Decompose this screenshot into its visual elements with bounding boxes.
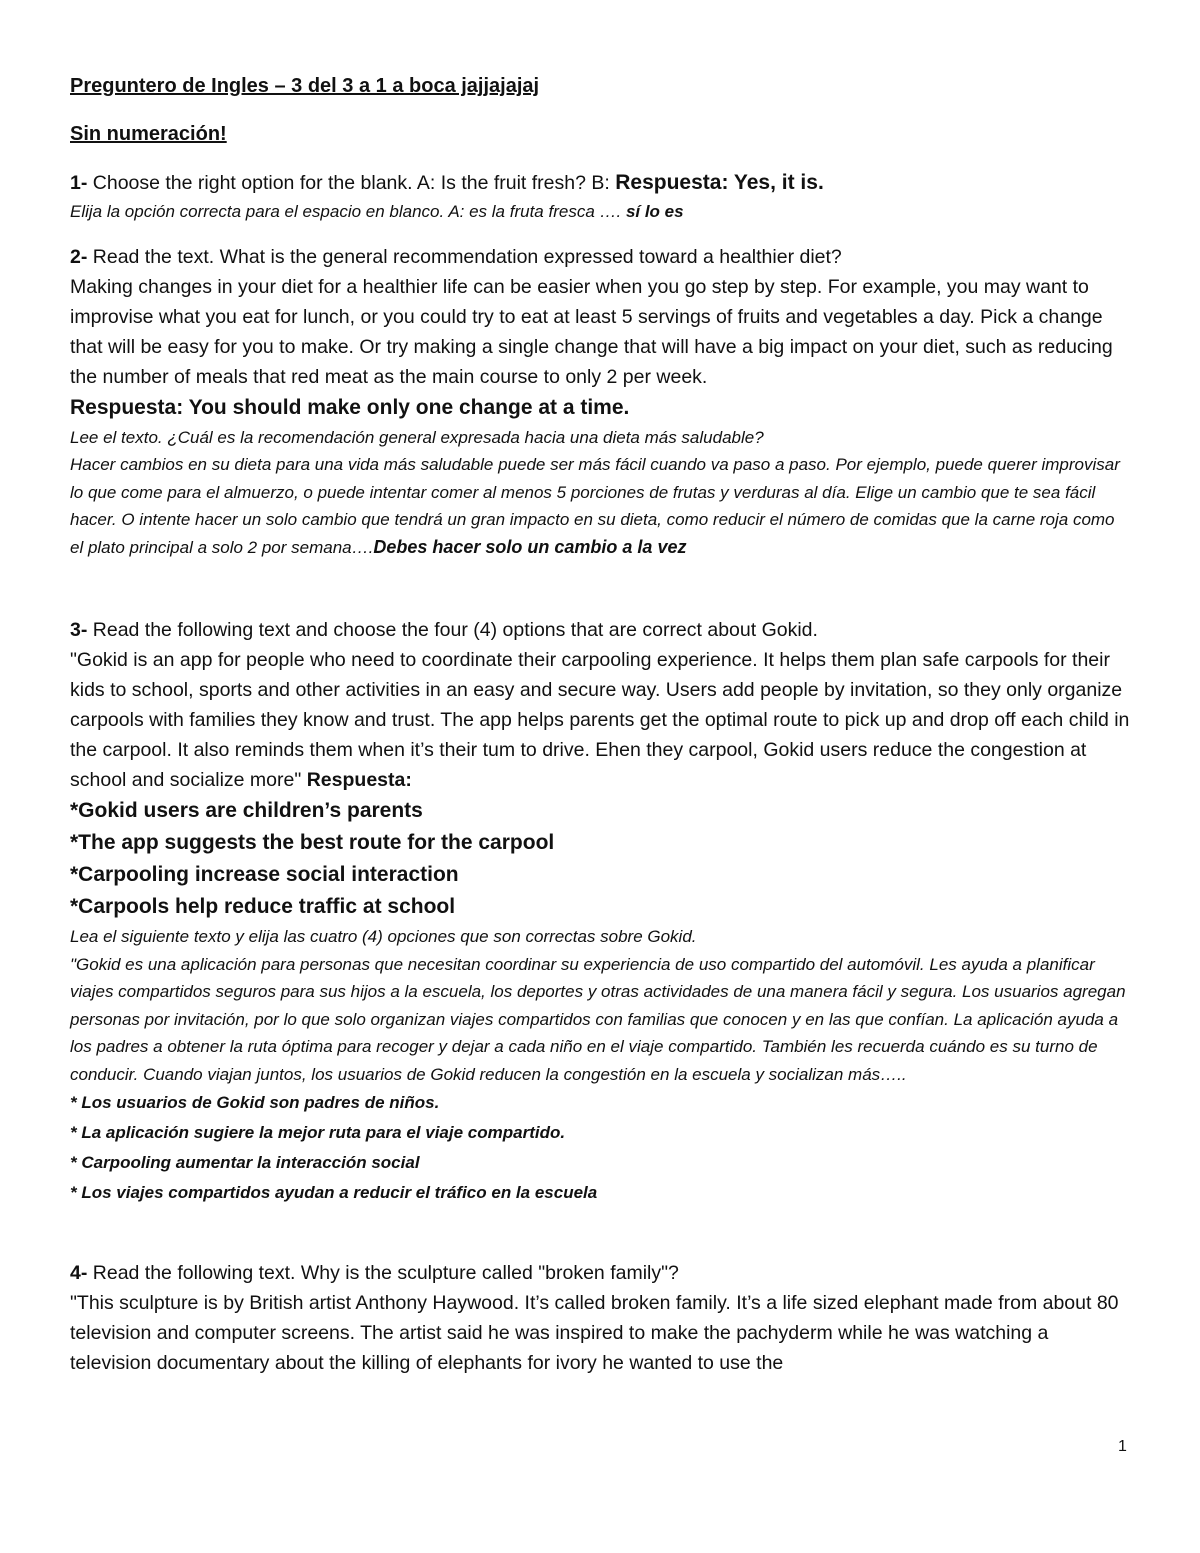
question-1-es-answer: sí lo es (625, 202, 684, 221)
question-3 (70, 615, 1130, 645)
question-2-answer: Respuesta: You should make only one change at a time. (70, 395, 630, 419)
question-3-es-answer: * Carpooling aumentar la interacción social (70, 1153, 420, 1172)
question-3-answer: *Carpools help reduce traffic at school (70, 895, 456, 918)
question-3-answer-label: Respuesta: (306, 769, 412, 791)
question-1-translation (70, 198, 1130, 226)
question-3-es-answer: * Los viajes compartidos ayudan a reducir el tráfico en la escuela (70, 1183, 598, 1202)
question-3-es-passage: "Gokid es una aplicación para personas que necesitan coordinar su experiencia de uso compartido del automóvil. Les ayuda a planificar viajes compartidos seguros para sus hijos a la escuela, los deportes y otras actividades de una manera fácil y segura. Los usuarios agregan personas por invitación, por lo que solo organizan viajes compartidos con familias que conocen y en las que confían. La aplicación ayuda a los padres a obtener la ruta óptima para recoger y dejar a cada niño en el viaje compartido. También les recuerda cuándo es su turno de conducir. Cuando viajan juntos, los usuarios de Gokid reducen la congestión en la escuela y socializan más….. (70, 954, 1126, 1084)
document-subtitle: Sin numeración! (70, 123, 227, 145)
question-3-number: 3- (70, 619, 88, 641)
question-2-number: 2- (70, 245, 88, 268)
question-1 (70, 168, 1130, 198)
question-3-text: Read the following text and choose the four (4) options that are correct about Gokid. (87, 619, 818, 641)
question-4 (70, 1258, 1130, 1288)
question-2-es-passage-text: Hacer cambios en su dieta para una vida más saludable puede ser más fácil cuando va paso a paso. Por ejemplo, puede querer improvisar lo que come para el almuerzo, o puede intentar comer al menos 5 porciones de frutas y verduras al día. Elige un cambio que te sea fácil hacer. O intente hacer un solo cambio que tendrá un gran impacto en su dieta, como reducir el número de comidas que la carne roja como el plato principal a solo 2 por semana…. (70, 455, 1120, 557)
question-3-passage (70, 645, 1130, 795)
question-4-passage: "This sculpture is by British artist Anthony Haywood. It’s called broken family. It’s a life sized elephant made from about 80 television and computer screens. The artist said he was inspired to make the pachyderm while he was watching a television documentary about the killing of elephants for ivory he wanted to use the (70, 1292, 1119, 1374)
question-3-answer: *Carpooling increase social interaction (70, 863, 459, 886)
question-1-answer: Respuesta: Yes, it is. (615, 171, 824, 194)
page-number: 1 (1118, 1438, 1127, 1455)
document-title: Preguntero de Ingles – 3 del 3 a 1 a boca jajjajajaj (70, 75, 540, 97)
question-3-es-answer: * La aplicación sugiere la mejor ruta para el viaje compartido. (70, 1123, 566, 1142)
question-1-es-text: Elija la opción correcta para el espacio en blanco. A: es la fruta fresca …. (70, 202, 626, 221)
question-3-answer: *Gokid users are children’s parents (70, 799, 423, 822)
question-2-passage: Making changes in your diet for a healthier life can be easier when you go step by step. For example, you may want to improvise what you eat for lunch, or you could try to eat at least 5 servings of fruits and vegetables a day. Pick a change that will be easy for you to make. Or try making a single change that will have a big impact on your diet, such as reducing the number of meals that red meat as the main course to only 2 per week. (70, 275, 1113, 388)
document-page (70, 70, 1130, 1378)
question-2-es-passage (70, 451, 1130, 561)
question-3-es-question: Lea el siguiente texto y elija las cuatro (4) opciones que son correctas sobre Gokid. (70, 927, 697, 946)
question-2-text: Read the text. What is the general recommendation expressed toward a healthier diet? (87, 245, 842, 268)
question-1-text: Choose the right option for the blank. A: Is the fruit fresh? B: (87, 172, 616, 194)
question-2 (70, 242, 1130, 272)
question-2-es-question: Lee el texto. ¿Cuál es la recomendación general expresada hacia una dieta más saludable? (70, 427, 764, 447)
question-3-es-answer: * Los usuarios de Gokid son padres de niños. (70, 1093, 440, 1112)
question-4-text: Read the following text. Why is the sculpture called "broken family"? (87, 1262, 679, 1284)
question-3-answer: *The app suggests the best route for the carpool (70, 831, 555, 854)
question-2-es-answer: Debes hacer solo un cambio a la vez (373, 536, 687, 557)
question-1-number: 1- (70, 172, 88, 194)
question-4-number: 4- (70, 1262, 88, 1284)
question-3-passage-text: "Gokid is an app for people who need to coordinate their carpooling experience. It helps them plan safe carpools for their kids to school, sports and other activities in an easy and secure way. Users add people by invitation, so they only organize carpools with families they know and trust. The app helps parents get the optimal route to pick up and drop off each child in the carpool. It also reminds them when it’s their tum to drive. Ehen they carpool, Gokid users reduce the congestion at school and socialize more" (70, 649, 1130, 791)
